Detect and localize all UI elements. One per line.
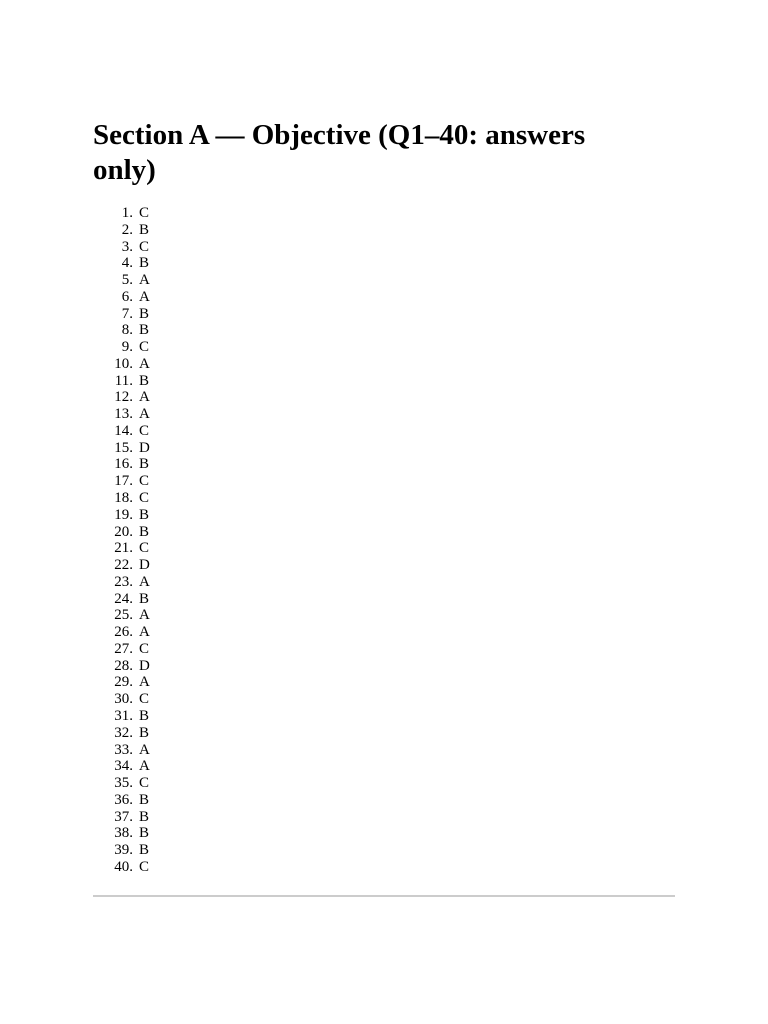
answer-number: 25. — [114, 607, 133, 624]
answer-number: 8. — [121, 322, 133, 339]
answer-item — [93, 792, 150, 809]
answer-number: 6. — [121, 288, 133, 305]
answer-value: B — [139, 523, 150, 540]
answer-number: 23. — [114, 573, 133, 590]
answer-item — [93, 540, 150, 557]
answer-item — [93, 859, 150, 876]
answer-item — [93, 557, 150, 574]
answer-value: C — [139, 205, 150, 221]
answer-value: C — [139, 775, 150, 792]
answer-value: A — [139, 607, 150, 624]
answer-item — [93, 725, 150, 742]
answer-value: B — [139, 456, 150, 473]
answer-value: A — [139, 758, 150, 775]
answer-value: A — [139, 288, 150, 305]
answer-item — [93, 708, 150, 725]
answer-number: 18. — [114, 490, 133, 507]
answer-item — [93, 373, 150, 390]
answer-value: C — [139, 540, 150, 557]
answer-item — [93, 456, 150, 473]
answer-number: 40. — [114, 858, 133, 875]
answer-number: 32. — [114, 724, 133, 741]
answer-value: B — [139, 825, 150, 842]
answer-item — [93, 322, 150, 339]
answer-value: C — [139, 858, 150, 875]
answer-value: A — [139, 624, 150, 641]
answer-value: C — [139, 238, 150, 255]
answer-item — [93, 825, 150, 842]
answer-item — [93, 356, 150, 373]
answer-value: B — [139, 724, 150, 741]
answer-number: 20. — [114, 523, 133, 540]
answer-item — [93, 289, 150, 306]
answer-number: 19. — [114, 506, 133, 523]
answer-value: B — [139, 842, 150, 859]
answer-value: C — [139, 339, 150, 356]
answer-item — [93, 809, 150, 826]
answer-item — [93, 490, 150, 507]
answer-item — [93, 775, 150, 792]
answer-value: A — [139, 355, 150, 372]
answer-item — [93, 205, 150, 222]
answer-number: 14. — [114, 422, 133, 439]
answer-value: B — [139, 372, 150, 389]
answer-value: A — [139, 272, 150, 289]
answer-value: A — [139, 406, 150, 423]
answer-number: 12. — [114, 389, 133, 406]
answer-number: 4. — [121, 255, 133, 272]
answer-item — [93, 524, 150, 541]
answer-item — [93, 574, 150, 591]
answer-number: 28. — [114, 657, 133, 674]
answer-item — [93, 607, 150, 624]
answer-number: 5. — [121, 272, 133, 289]
answer-item — [93, 255, 150, 272]
answer-number: 15. — [114, 439, 133, 456]
answer-number: 17. — [114, 473, 133, 490]
answer-item — [93, 658, 150, 675]
answer-number: 26. — [114, 624, 133, 641]
answer-number: 34. — [114, 758, 133, 775]
answer-value: C — [139, 691, 150, 708]
answer-value: B — [139, 707, 150, 724]
answer-value: B — [139, 221, 150, 238]
answer-number: 16. — [114, 456, 133, 473]
answer-number: 38. — [114, 825, 133, 842]
answer-item — [93, 389, 150, 406]
answer-value: D — [139, 439, 150, 456]
answer-value: A — [139, 741, 150, 758]
answer-value: B — [139, 808, 150, 825]
answer-value: B — [139, 791, 150, 808]
answer-item — [93, 507, 150, 524]
answer-item — [93, 758, 150, 775]
answer-value: D — [139, 557, 150, 574]
answer-value: C — [139, 473, 150, 490]
answer-number: 39. — [114, 842, 133, 859]
answer-value: C — [139, 490, 150, 507]
answer-value: A — [139, 573, 150, 590]
answer-number: 24. — [114, 590, 133, 607]
answer-value: B — [139, 322, 150, 339]
answer-item — [93, 339, 150, 356]
answer-number: 7. — [121, 305, 133, 322]
section-divider — [93, 895, 675, 897]
answer-value: D — [139, 657, 150, 674]
answer-item — [93, 641, 150, 658]
answer-number: 22. — [114, 557, 133, 574]
answer-value: B — [139, 506, 150, 523]
answer-item — [93, 406, 150, 423]
answer-value: C — [139, 422, 150, 439]
answer-item — [93, 842, 150, 859]
answer-value: C — [139, 640, 150, 657]
answer-number: 31. — [114, 707, 133, 724]
answer-number: 13. — [114, 406, 133, 423]
answer-number: 27. — [114, 640, 133, 657]
answer-value: A — [139, 389, 150, 406]
answer-number: 3. — [121, 238, 133, 255]
answer-number: 33. — [114, 741, 133, 758]
answer-number: 1. — [121, 205, 133, 221]
section-title: Section A — Objective (Q1–40: answers only) — [93, 119, 586, 186]
answer-item — [93, 272, 150, 289]
answer-item — [93, 473, 150, 490]
answer-number: 37. — [114, 808, 133, 825]
answer-number: 29. — [114, 674, 133, 691]
answer-number: 21. — [114, 540, 133, 557]
answer-number: 10. — [114, 355, 133, 372]
answer-item — [93, 624, 150, 641]
answer-item — [93, 591, 150, 608]
answer-item — [93, 306, 150, 323]
answer-list — [93, 205, 150, 876]
answer-value: B — [139, 590, 150, 607]
answer-item — [93, 440, 150, 457]
answer-value: A — [139, 674, 150, 691]
answer-number: 11. — [114, 372, 133, 389]
answer-item — [93, 674, 150, 691]
answer-number: 36. — [114, 791, 133, 808]
answer-item — [93, 691, 150, 708]
answer-item — [93, 423, 150, 440]
answer-number: 35. — [114, 775, 133, 792]
answer-number: 9. — [121, 339, 133, 356]
answer-item — [93, 742, 150, 759]
answer-item — [93, 239, 150, 256]
answer-number: 2. — [121, 221, 133, 238]
answer-value: B — [139, 255, 150, 272]
answer-item — [93, 222, 150, 239]
answer-value: B — [139, 305, 150, 322]
answer-number: 30. — [114, 691, 133, 708]
